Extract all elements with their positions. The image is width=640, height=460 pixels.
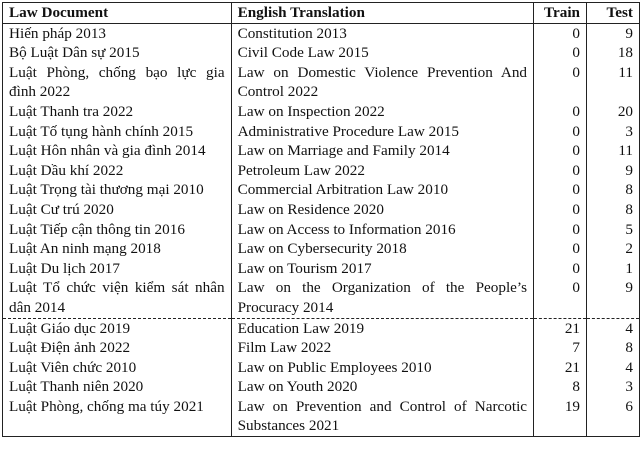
test-count-cell: 18: [617, 44, 633, 62]
table-row: [3, 180, 640, 200]
english-translation-cell: Law on Domestic Violence Prevention And Control 2022: [231, 63, 533, 102]
table-row: [3, 397, 640, 437]
table-row: [3, 161, 640, 181]
test-count-cell: 4: [587, 318, 640, 338]
law-document-cell: Luật Du lịch 2017: [3, 259, 232, 279]
train-count-cell: 0: [534, 43, 587, 63]
train-count-cell: 0: [534, 23, 587, 43]
train-count-cell: 21: [534, 358, 587, 378]
train-count-cell: 0: [534, 259, 587, 279]
test-count-cell: 3: [625, 122, 633, 140]
test-count-cell: 1: [625, 259, 633, 277]
table-row: [3, 122, 640, 142]
law-document-cell: Bộ Luật Dân sự 2015: [3, 43, 232, 63]
law-document-cell: Hiến pháp 2013: [3, 23, 232, 43]
english-translation-cell: Law on Access to Information 2016: [231, 220, 533, 240]
test-count-cell: 9: [625, 24, 633, 42]
english-translation-cell: Law on Inspection 2022: [231, 102, 533, 122]
test-count-cell: 8: [625, 181, 633, 199]
english-translation-cell: Film Law 2022: [231, 338, 533, 358]
test-count-cell: 6: [625, 397, 633, 415]
test-count-cell: 8: [625, 339, 633, 357]
train-count-cell: 0: [534, 180, 587, 200]
law-document-cell: Luật Phòng, chống ma túy 2021: [3, 397, 232, 437]
law-document-cell: Luật Giáo dục 2019: [3, 318, 232, 338]
english-translation-cell: Law on Cybersecurity 2018: [231, 239, 533, 259]
test-count-cell: 11: [618, 63, 633, 81]
english-translation-cell: Law on Tourism 2017: [231, 259, 533, 279]
header-english-translation: English Translation: [231, 3, 533, 24]
law-document-cell: Luật Hôn nhân và gia đình 2014: [3, 141, 232, 161]
test-count-cell: 20: [617, 102, 633, 120]
table-row: [3, 220, 640, 240]
law-document-cell: Luật Trọng tài thương mại 2010: [3, 180, 232, 200]
train-count-cell: 21: [534, 318, 587, 338]
english-translation-cell: Civil Code Law 2015: [231, 43, 533, 63]
table-row: [3, 278, 640, 318]
test-count-cell: 3: [625, 378, 633, 396]
table-row: [3, 358, 640, 378]
law-document-cell: Luật Thanh niên 2020: [3, 377, 232, 397]
table-row: [3, 141, 640, 161]
law-document-cell: Luật Tổ chức viện kiểm sát nhân dân 2014: [3, 278, 232, 318]
table-row: [3, 239, 640, 259]
train-count-cell: 0: [534, 141, 587, 161]
train-count-cell: 8: [534, 377, 587, 397]
table-row: [3, 377, 640, 397]
train-count-cell: 7: [534, 338, 587, 358]
law-document-cell: Luật Điện ảnh 2022: [3, 338, 232, 358]
train-count-cell: 0: [534, 63, 587, 102]
train-count-cell: 19: [534, 397, 587, 437]
test-count-cell: 11: [618, 142, 633, 160]
law-document-cell: Luật An ninh mạng 2018: [3, 239, 232, 259]
table-row: [3, 259, 640, 279]
english-translation-cell: Law on Public Employees 2010: [231, 358, 533, 378]
table-row: [3, 63, 640, 102]
english-translation-cell: Law on the Organization of the People’s Procuracy 2014: [231, 278, 533, 318]
table-row: [3, 200, 640, 220]
table-row: [3, 43, 640, 63]
law-document-cell: Luật Phòng, chống bạo lực gia đình 2022: [3, 63, 232, 102]
table-row: [3, 23, 640, 43]
law-documents-table: [2, 2, 640, 437]
header-law-document: Law Document: [3, 3, 232, 24]
header-test: Test: [587, 3, 640, 24]
english-translation-cell: Commercial Arbitration Law 2010: [231, 180, 533, 200]
law-document-cell: Luật Tiếp cận thông tin 2016: [3, 220, 232, 240]
english-translation-cell: Law on Prevention and Control of Narcotic Substances 2021: [231, 397, 533, 437]
test-count-cell: 5: [625, 220, 633, 238]
law-document-cell: Luật Tố tụng hành chính 2015: [3, 122, 232, 142]
law-document-cell: Luật Thanh tra 2022: [3, 102, 232, 122]
header-train: Train: [534, 3, 587, 24]
train-count-cell: 0: [534, 239, 587, 259]
english-translation-cell: Constitution 2013: [231, 23, 533, 43]
table-row: [3, 318, 640, 338]
train-count-cell: 0: [534, 220, 587, 240]
header-row: [3, 3, 640, 24]
test-count-cell: 9: [625, 279, 633, 297]
test-count-cell: 2: [625, 240, 633, 258]
test-count-cell: 9: [625, 161, 633, 179]
english-translation-cell: Law on Youth 2020: [231, 377, 533, 397]
train-count-cell: 0: [534, 102, 587, 122]
law-document-cell: Luật Dầu khí 2022: [3, 161, 232, 181]
law-document-cell: Luật Cư trú 2020: [3, 200, 232, 220]
train-count-cell: 0: [534, 278, 587, 318]
english-translation-cell: Education Law 2019: [231, 318, 533, 338]
train-count-cell: 0: [534, 161, 587, 181]
table-row: [3, 338, 640, 358]
english-translation-cell: Law on Residence 2020: [231, 200, 533, 220]
english-translation-cell: Petroleum Law 2022: [231, 161, 533, 181]
test-count-cell: 8: [625, 200, 633, 218]
test-count-cell: 4: [625, 358, 633, 376]
english-translation-cell: Administrative Procedure Law 2015: [231, 122, 533, 142]
english-translation-cell: Law on Marriage and Family 2014: [231, 141, 533, 161]
train-count-cell: 0: [534, 200, 587, 220]
table-row: [3, 102, 640, 122]
law-document-cell: Luật Viên chức 2010: [3, 358, 232, 378]
train-count-cell: 0: [534, 122, 587, 142]
